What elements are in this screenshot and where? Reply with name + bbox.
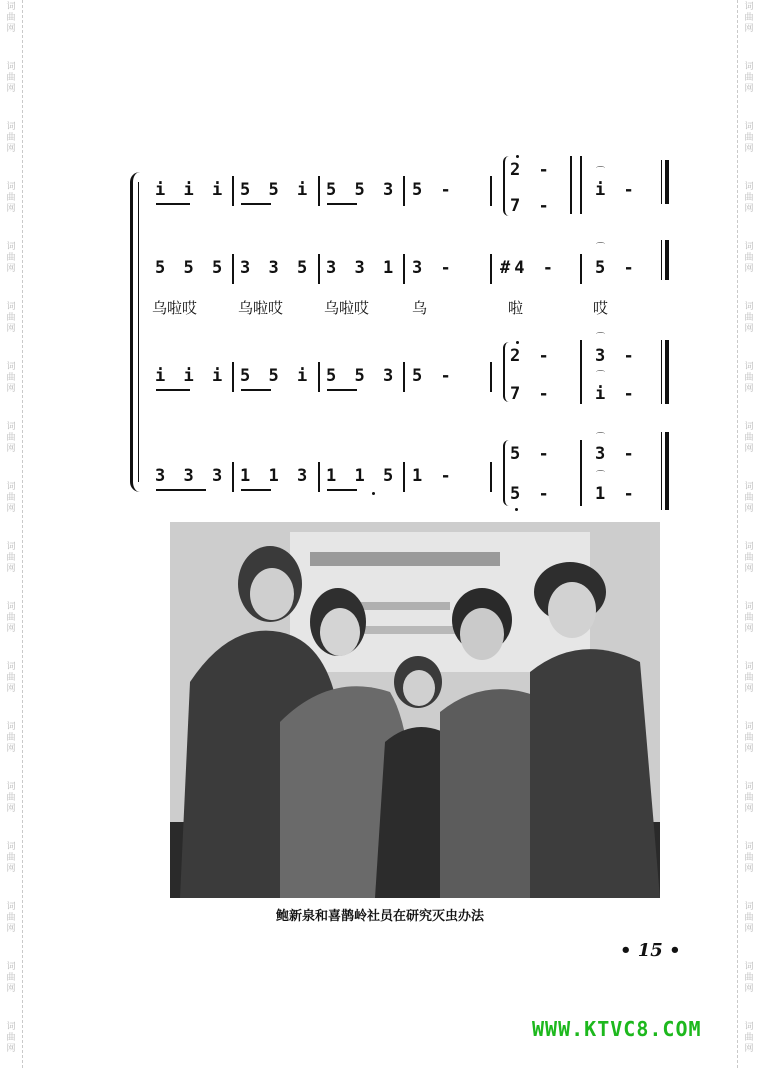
system-brace-inner — [138, 182, 143, 482]
watermark-char: 网 — [744, 444, 754, 454]
watermark-char: 曲 — [744, 613, 754, 623]
watermark-char: 网 — [744, 264, 754, 274]
measure: 3 3 1 — [326, 258, 398, 278]
watermark-group — [0, 962, 22, 995]
watermark-char: 曲 — [6, 493, 16, 503]
measure: 5 - — [412, 180, 455, 200]
watermark-char: 曲 — [744, 553, 754, 563]
watermark-char: 曲 — [744, 433, 754, 443]
watermark-char: 网 — [6, 84, 16, 94]
watermark-char: 词 — [744, 542, 754, 552]
watermark-char: 词 — [744, 482, 754, 492]
photo-caption: 鲍新泉和喜鹊岭社员在研究灭虫办法 — [275, 909, 484, 924]
lyric: 乌 — [412, 299, 428, 317]
watermark-char: 词 — [6, 362, 16, 372]
chord-upper: 3 - — [595, 346, 638, 366]
watermark-char: 网 — [744, 864, 754, 874]
watermark-char: 词 — [744, 1022, 754, 1032]
watermark-char: 词 — [744, 422, 754, 432]
measure: 3 3 5 — [240, 258, 312, 278]
watermark-char: 网 — [6, 24, 16, 34]
watermark-char: 曲 — [6, 733, 16, 743]
lyric: 乌啦哎 — [152, 299, 198, 317]
watermark-char: 曲 — [6, 253, 16, 263]
watermark-char: 词 — [6, 662, 16, 672]
watermark-char: 词 — [6, 842, 16, 852]
watermark-group — [0, 1022, 22, 1055]
group-photo — [170, 522, 660, 898]
watermark-char: 曲 — [744, 133, 754, 143]
watermark-char: 网 — [744, 744, 754, 754]
watermark-char: 词 — [744, 842, 754, 852]
watermark-char: 曲 — [6, 133, 16, 143]
lyric: 乌啦哎 — [324, 299, 370, 317]
measure: i - — [595, 180, 638, 200]
watermark-char: 曲 — [6, 853, 16, 863]
watermark-char: 词 — [6, 62, 16, 72]
watermark-char: 词 — [6, 242, 16, 252]
watermark-char: 词 — [6, 962, 16, 972]
measure: 5 5 5 — [155, 258, 227, 278]
watermark-char: 词 — [744, 722, 754, 732]
watermark-char: 词 — [6, 2, 16, 12]
watermark-char: 网 — [744, 924, 754, 934]
watermark-char: 曲 — [744, 673, 754, 683]
watermark-char: 词 — [6, 902, 16, 912]
watermark-char: 曲 — [744, 913, 754, 923]
chord-upper: 2 - — [510, 346, 553, 366]
watermark-char: 网 — [744, 684, 754, 694]
chord-upper: 2 - — [510, 160, 553, 180]
watermark-char: 网 — [6, 264, 16, 274]
watermark-char: 网 — [744, 84, 754, 94]
measure: #4 - — [500, 258, 557, 278]
watermark-char: 曲 — [744, 793, 754, 803]
watermark-char: 曲 — [744, 493, 754, 503]
watermark-char: 词 — [744, 362, 754, 372]
measure: 1 1 3 — [240, 466, 312, 486]
watermark-char: 曲 — [744, 193, 754, 203]
watermark-char: 网 — [744, 624, 754, 634]
watermark-group — [738, 722, 760, 755]
watermark-char: 词 — [744, 962, 754, 972]
watermark-char: 网 — [6, 864, 16, 874]
watermark-char: 网 — [6, 504, 16, 514]
watermark-char: 词 — [744, 902, 754, 912]
lyric: 啦 — [508, 299, 524, 317]
watermark-char: 词 — [6, 122, 16, 132]
measure: 3 3 3 — [155, 466, 227, 486]
measure: 3 - — [412, 258, 455, 278]
watermark-char: 词 — [6, 482, 16, 492]
watermark-char: 网 — [6, 144, 16, 154]
watermark-group — [738, 1022, 760, 1055]
measure: i i i — [155, 180, 227, 200]
watermark-char: 曲 — [6, 13, 16, 23]
watermark-char: 词 — [6, 422, 16, 432]
watermark-char: 网 — [6, 564, 16, 574]
watermark-group — [0, 842, 22, 875]
lyric: 哎 — [593, 299, 609, 317]
measure: 1 - — [412, 466, 455, 486]
watermark-char: 网 — [744, 204, 754, 214]
chord-upper: 3 - — [595, 444, 638, 464]
watermark-char: 词 — [744, 62, 754, 72]
photo-illustration — [170, 522, 660, 898]
watermark-char: 词 — [744, 122, 754, 132]
watermark-group — [0, 602, 22, 635]
watermark-char: 网 — [6, 924, 16, 934]
watermark-char: 网 — [6, 744, 16, 754]
watermark-char: 曲 — [6, 73, 16, 83]
measure: i i i — [155, 366, 227, 386]
watermark-char: 曲 — [6, 613, 16, 623]
music-score: i i i 5 5 i 5 5 3 5 - 2 - 7 - i - ⌒ 5 5 5 3 3 5 3 3 1 3 - #4 - 5 - ⌒ 乌啦哎 乌啦哎 乌啦哎 乌 啦 哎 i i i 5 5 i 5 5 3 5 - 2 - 7 - 3 - i - ⌒ ⌒ 3 3 3 1 1 3 1 1 5 1 - 5 - 5 - 3 - 1 - ⌒ ⌒ — [0, 0, 760, 520]
watermark-group — [0, 662, 22, 695]
watermark-group — [0, 722, 22, 755]
watermark-char: 词 — [6, 722, 16, 732]
chord-lower: i - — [595, 384, 638, 404]
watermark-char: 网 — [744, 564, 754, 574]
watermark-group — [738, 542, 760, 575]
watermark-char: 网 — [744, 984, 754, 994]
watermark-char: 词 — [6, 1022, 16, 1032]
watermark-group — [738, 782, 760, 815]
watermark-group — [0, 542, 22, 575]
chord-lower: 7 - — [510, 196, 553, 216]
watermark-char: 曲 — [6, 793, 16, 803]
chord-lower: 1 - — [595, 484, 638, 504]
watermark-char: 曲 — [6, 1033, 16, 1043]
watermark-group — [738, 842, 760, 875]
watermark-char: 曲 — [6, 313, 16, 323]
measure: 5 5 3 — [326, 180, 398, 200]
watermark-char: 词 — [744, 782, 754, 792]
watermark-char: 曲 — [744, 733, 754, 743]
watermark-char: 网 — [744, 144, 754, 154]
watermark-char: 曲 — [744, 1033, 754, 1043]
measure: 5 5 i — [240, 366, 312, 386]
watermark-char: 词 — [744, 302, 754, 312]
watermark-char: 网 — [6, 324, 16, 334]
measure: 5 5 i — [240, 180, 312, 200]
watermark-char: 曲 — [6, 433, 16, 443]
watermark-char: 曲 — [744, 373, 754, 383]
chord-upper: 5 - — [510, 444, 553, 464]
watermark-char: 曲 — [6, 553, 16, 563]
watermark-group — [0, 782, 22, 815]
watermark-char: 网 — [744, 24, 754, 34]
watermark-char: 曲 — [744, 973, 754, 983]
page-number: • 15 • — [620, 940, 681, 961]
watermark-char: 曲 — [6, 673, 16, 683]
watermark-char: 词 — [744, 242, 754, 252]
lyric: 乌啦哎 — [238, 299, 284, 317]
chord-lower: 7 - — [510, 384, 553, 404]
watermark-char: 曲 — [744, 13, 754, 23]
watermark-group — [738, 962, 760, 995]
watermark-char: 网 — [6, 444, 16, 454]
watermark-char: 曲 — [6, 193, 16, 203]
watermark-group — [738, 602, 760, 635]
watermark-char: 词 — [744, 602, 754, 612]
watermark-char: 曲 — [6, 373, 16, 383]
measure: 5 - — [595, 258, 638, 278]
watermark-char: 网 — [6, 204, 16, 214]
watermark-char: 曲 — [744, 73, 754, 83]
watermark-char: 词 — [6, 302, 16, 312]
measure: 5 - — [412, 366, 455, 386]
measure: 5 5 3 — [326, 366, 398, 386]
watermark-char: 词 — [6, 602, 16, 612]
watermark-char: 曲 — [6, 973, 16, 983]
chord-lower: 5 - — [510, 484, 553, 504]
watermark-char: 词 — [6, 182, 16, 192]
watermark-char: 网 — [6, 804, 16, 814]
watermark-char: 网 — [744, 324, 754, 334]
site-watermark[interactable]: WWW.KTVC8.COM — [532, 1017, 702, 1041]
watermark-char: 网 — [6, 624, 16, 634]
watermark-char: 词 — [744, 182, 754, 192]
watermark-char: 词 — [744, 662, 754, 672]
watermark-char: 词 — [6, 782, 16, 792]
watermark-char: 网 — [6, 384, 16, 394]
watermark-char: 网 — [744, 1044, 754, 1054]
watermark-char: 词 — [744, 2, 754, 12]
watermark-char: 网 — [744, 384, 754, 394]
watermark-char: 曲 — [744, 313, 754, 323]
measure: 1 1 5 — [326, 466, 398, 486]
watermark-char: 网 — [6, 984, 16, 994]
watermark-char: 网 — [744, 804, 754, 814]
watermark-group — [738, 662, 760, 695]
watermark-char: 网 — [744, 504, 754, 514]
watermark-char: 曲 — [6, 913, 16, 923]
watermark-char: 词 — [6, 542, 16, 552]
watermark-char: 曲 — [744, 853, 754, 863]
watermark-char: 网 — [6, 1044, 16, 1054]
watermark-char: 网 — [6, 684, 16, 694]
watermark-char: 曲 — [744, 253, 754, 263]
